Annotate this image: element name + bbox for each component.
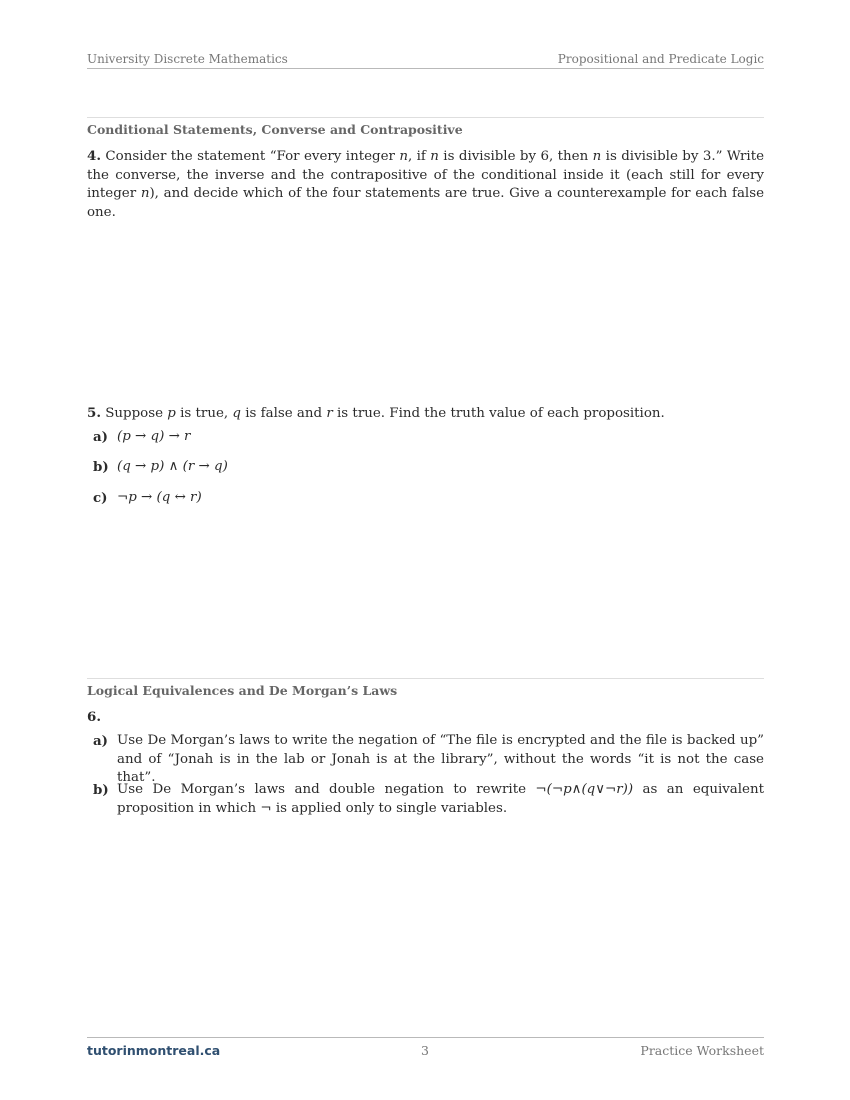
part-expression: (q → p) ∧ (r → q) bbox=[117, 459, 228, 474]
part-text: Use De Morgan’s laws and double negation to rewrite ¬(¬p∧(q∨¬r)) as an equivalent proposition in which ¬ is applied only to single variables. bbox=[117, 782, 764, 816]
part-label: b) bbox=[93, 782, 109, 798]
problem-number: 5. bbox=[87, 405, 101, 421]
footer-divider bbox=[87, 1037, 764, 1038]
part-label: c) bbox=[93, 490, 108, 506]
part-label: b) bbox=[93, 459, 109, 475]
footer-label: Practice Worksheet bbox=[640, 1043, 764, 1058]
part-expression: (p → q) → r bbox=[117, 429, 191, 444]
problem-4: 4. Consider the statement “For every integer n, if n is divisible by 6, then n is divisible by 3.” Write the converse, the inverse and the contrapositive of the conditional inside it (each still for every integer n), and decide which of the four statements are true. Give a counterexample for each false one. bbox=[87, 148, 765, 220]
page-number: 3 bbox=[421, 1043, 429, 1058]
topic-title: Propositional and Predicate Logic bbox=[557, 52, 764, 66]
section-divider bbox=[87, 678, 764, 679]
section-divider bbox=[87, 117, 764, 118]
part-label: a) bbox=[93, 429, 109, 445]
part-text: Use De Morgan’s laws to write the negation of “The file is encrypted and the file is backed up” and of “Jonah is in the lab or Jonah is at the library”, without the words “it is not the case that”. bbox=[117, 733, 764, 785]
course-title: University Discrete Mathematics bbox=[87, 52, 288, 66]
problem-5: 5. Suppose p is true, q is false and r is true. Find the truth value of each proposition. bbox=[87, 405, 665, 421]
problem-number: 6. bbox=[87, 709, 101, 725]
problem-number: 4. bbox=[87, 148, 101, 164]
section-title-equivalences: Logical Equivalences and De Morgan’s Laws bbox=[87, 683, 398, 698]
part-label: a) bbox=[93, 733, 109, 749]
footer-site-link[interactable]: tutorinmontreal.ca bbox=[87, 1043, 221, 1058]
page-header bbox=[87, 51, 764, 69]
section-title-conditionals: Conditional Statements, Converse and Contrapositive bbox=[87, 122, 463, 137]
problem-6 bbox=[87, 708, 764, 728]
part-expression: ¬p → (q ↔ r) bbox=[117, 490, 202, 505]
part-expression: ¬(¬p∧(q∨¬r)) bbox=[535, 782, 634, 797]
